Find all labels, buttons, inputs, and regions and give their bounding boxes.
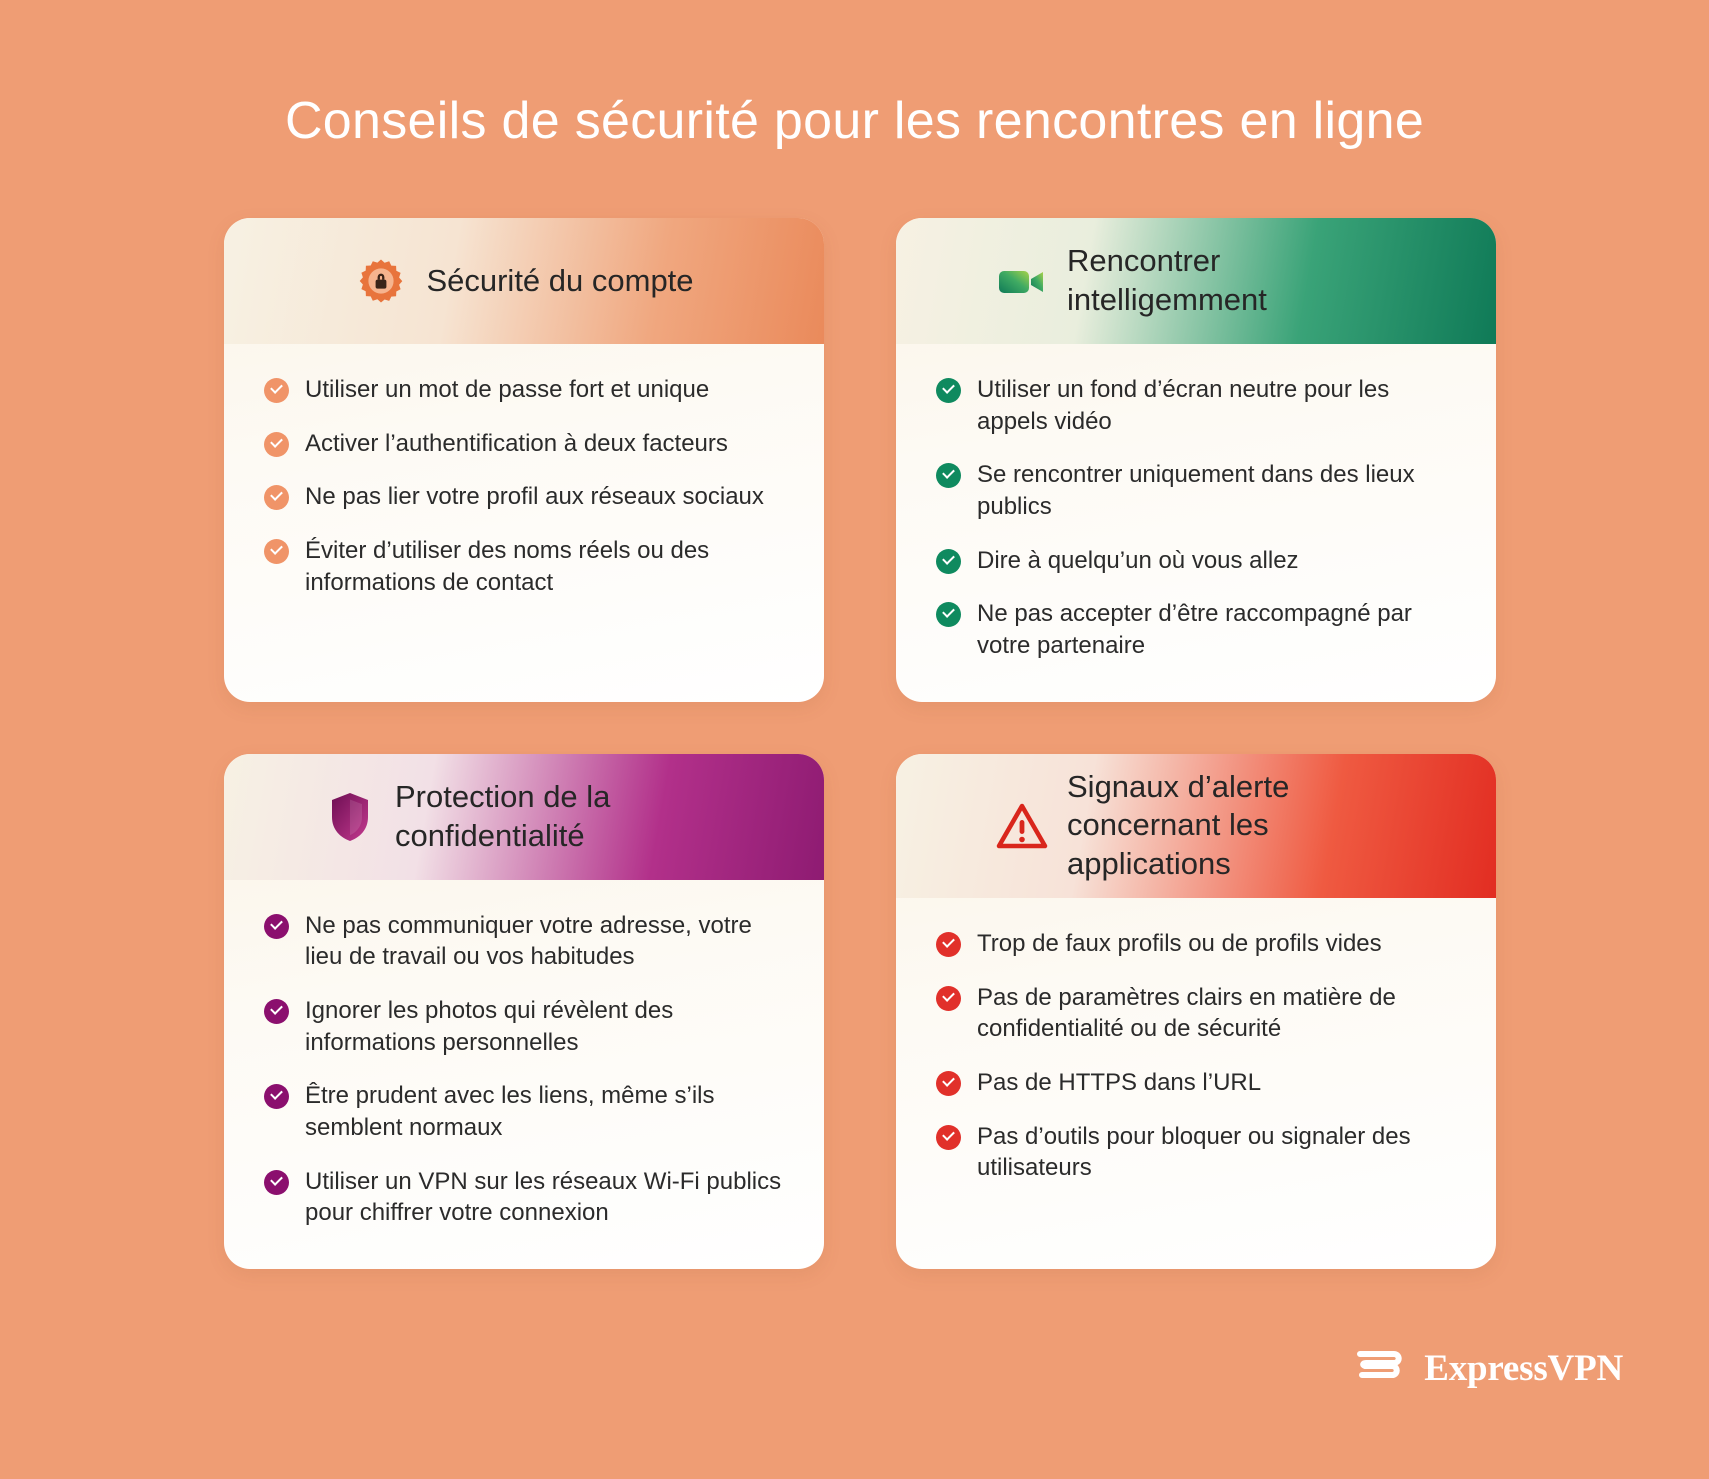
list-item bbox=[264, 910, 784, 973]
card-body-privacy-protection bbox=[224, 880, 824, 1269]
video-camera-icon bbox=[995, 254, 1049, 308]
footer-brand bbox=[1348, 1340, 1623, 1397]
check-icon bbox=[264, 485, 289, 510]
card-header-account-security bbox=[224, 218, 824, 344]
list-item bbox=[936, 982, 1456, 1045]
card-title-privacy-protection: Protection de la confidentialité bbox=[395, 778, 611, 853]
card-header-app-red-flags bbox=[896, 754, 1496, 898]
check-icon bbox=[264, 432, 289, 457]
card-title-meet-smart: Rencontrer intelligemment bbox=[1067, 243, 1267, 317]
check-icon bbox=[936, 602, 961, 627]
tip-text: Ignorer les photos qui révèlent des informations personnelles bbox=[305, 997, 674, 1056]
list-item bbox=[936, 374, 1456, 437]
tip-text: Être prudent avec les liens, même s’ils semblent normaux bbox=[305, 1082, 715, 1142]
brand-wordmark: ExpressVPN bbox=[1424, 1348, 1623, 1389]
card-title-app-red-flags: Signaux d’alerte concernant les applications bbox=[1067, 768, 1290, 882]
check-icon bbox=[936, 1125, 961, 1150]
check-icon bbox=[264, 999, 289, 1024]
list-item bbox=[264, 428, 784, 460]
list-item bbox=[264, 535, 784, 598]
card-meet-smart bbox=[896, 218, 1496, 702]
tip-text: Ne pas lier votre profil aux réseaux sociaux bbox=[305, 483, 764, 511]
check-icon bbox=[936, 1071, 961, 1096]
warning-triangle-icon bbox=[995, 799, 1049, 853]
list-item bbox=[936, 545, 1456, 577]
list-item bbox=[936, 1067, 1456, 1099]
check-icon bbox=[264, 1084, 289, 1109]
card-title-account-security: Sécurité du compte bbox=[426, 262, 694, 298]
page-title: Conseils de sécurité pour les rencontres en ligne bbox=[284, 92, 1425, 150]
check-icon bbox=[264, 914, 289, 939]
card-body-app-red-flags bbox=[896, 898, 1496, 1269]
list-item bbox=[936, 1121, 1456, 1184]
check-icon bbox=[264, 539, 289, 564]
card-header-meet-smart bbox=[896, 218, 1496, 344]
tip-text: Utiliser un mot de passe fort et unique bbox=[305, 376, 710, 403]
list-item bbox=[936, 598, 1456, 661]
expressvpn-logo-icon bbox=[1348, 1340, 1410, 1397]
shield-icon bbox=[323, 790, 377, 844]
list-item bbox=[264, 481, 784, 513]
card-privacy-protection bbox=[224, 754, 824, 1269]
tip-text: Utiliser un fond d’écran neutre pour les appels vidéo bbox=[977, 376, 1390, 435]
tip-text: Activer l’authentification à deux facteurs bbox=[305, 429, 728, 457]
tip-text: Pas d’outils pour bloquer ou signaler des utilisateurs bbox=[977, 1122, 1411, 1182]
tip-text: Ne pas communiquer votre adresse, votre lieu de travail ou vos habitudes bbox=[305, 911, 752, 971]
tip-text: Ne pas accepter d’être raccompagné par votre partenaire bbox=[977, 600, 1412, 660]
gear-lock-icon bbox=[354, 254, 408, 308]
tip-text: Se rencontrer uniquement dans des lieux publics bbox=[977, 461, 1415, 521]
card-body-meet-smart bbox=[896, 344, 1496, 702]
list-item bbox=[264, 1080, 784, 1143]
check-icon bbox=[264, 378, 289, 403]
card-body-account-security bbox=[224, 344, 824, 702]
list-item bbox=[264, 374, 784, 406]
card-header-privacy-protection bbox=[224, 754, 824, 880]
list-item bbox=[936, 928, 1456, 960]
check-icon bbox=[936, 932, 961, 957]
tip-text: Dire à quelqu’un où vous allez bbox=[977, 546, 1299, 574]
tip-text: Trop de faux profils ou de profils vides bbox=[977, 929, 1382, 957]
tips-grid bbox=[224, 218, 1496, 1269]
list-item bbox=[936, 459, 1456, 522]
card-account-security bbox=[224, 218, 824, 702]
check-icon bbox=[264, 1170, 289, 1195]
tip-text: Utiliser un VPN sur les réseaux Wi-Fi publics pour chiffrer votre connexion bbox=[305, 1167, 782, 1227]
tip-text: Pas de paramètres clairs en matière de confidentialité ou de sécurité bbox=[977, 983, 1396, 1043]
tip-text: Pas de HTTPS dans l’URL bbox=[977, 1068, 1262, 1096]
list-item bbox=[264, 1166, 784, 1229]
card-app-red-flags bbox=[896, 754, 1496, 1269]
list-item bbox=[264, 995, 784, 1058]
check-icon bbox=[936, 986, 961, 1011]
tip-text: Éviter d’utiliser des noms réels ou des informations de contact bbox=[305, 537, 710, 596]
check-icon bbox=[936, 378, 961, 403]
check-icon bbox=[936, 549, 961, 574]
check-icon bbox=[936, 463, 961, 488]
